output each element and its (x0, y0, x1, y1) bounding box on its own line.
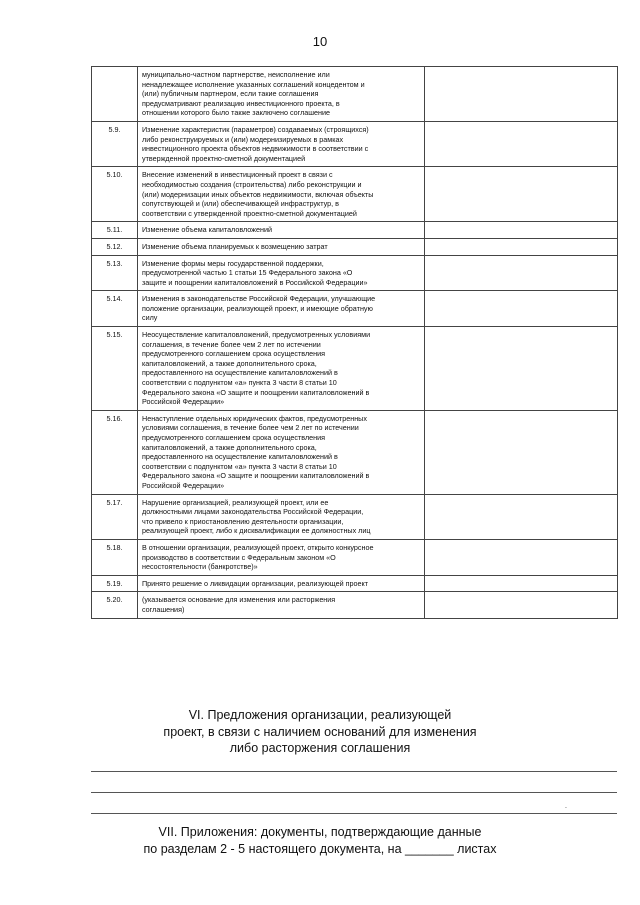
section-vii-line: по разделам 2 - 5 настоящего документа, на _______ листах (143, 841, 497, 856)
table-row (92, 327, 618, 411)
table-row (92, 167, 618, 222)
table-row (92, 592, 618, 618)
table-row (92, 67, 618, 122)
table-row (92, 575, 618, 592)
description-line: Нарушение организацией, реализующей проект, или ее (142, 497, 329, 507)
row-value-cell (425, 410, 618, 494)
row-value-cell (425, 575, 618, 592)
section-vi-line: проект, в связи с наличием оснований для изменения (163, 724, 477, 739)
blank-fill-line (91, 771, 617, 772)
row-description (138, 410, 425, 494)
table-row (92, 410, 618, 494)
section-vi-line: VI. Предложения организации, реализующей (188, 708, 452, 722)
row-number (92, 67, 138, 122)
row-value-cell (425, 222, 618, 239)
description-line: капиталовложений, а также дополнительного срока, (142, 442, 317, 452)
table-row (92, 255, 618, 291)
grounds-table (91, 66, 618, 619)
description-line: муниципально-частном партнерстве, неисполнение или (142, 70, 330, 79)
row-description (138, 291, 425, 327)
row-description (138, 121, 425, 166)
description-line: Изменение объема планируемых к возмещению затрат (142, 241, 328, 251)
row-number: 5.16. (92, 410, 138, 494)
description-line: сопутствующей и (или) обеспечивающей инфраструктур, в (142, 199, 339, 209)
description-line: либо реконструируемых и (или) модернизируемых в рамках (142, 134, 344, 144)
description-line: Изменение формы меры государственной поддержки, (142, 258, 324, 268)
page-number: 10 (312, 34, 328, 49)
dot-mark: . (565, 803, 567, 810)
row-number: 5.19. (92, 575, 138, 592)
description-line: утвержденной проектно-сметной документацией (142, 153, 306, 163)
row-number: 5.13. (92, 255, 138, 291)
description-line: В отношении организации, реализующей проект, открыто конкурсное (142, 542, 374, 552)
row-description (138, 167, 425, 222)
description-line: положение организации, реализующей проект, и имеющие обратную (142, 303, 373, 313)
description-line: предусматривают реализацию инвестиционного проекта, в (142, 98, 340, 108)
table-row (92, 238, 618, 255)
blank-fill-line (91, 813, 617, 814)
row-value-cell (425, 291, 618, 327)
section-vi-line: либо расторжения соглашения (229, 741, 411, 755)
description-line: несостоятельности (банкротстве)» (142, 562, 258, 572)
description-line: Изменение объема капиталовложений (142, 225, 272, 235)
row-description (138, 494, 425, 539)
table-row (92, 222, 618, 239)
description-line: Федерального закона «О защите и поощрении капиталовложений в (142, 387, 370, 397)
description-line: капиталовложений, а также дополнительного срока, (142, 358, 317, 368)
description-line: предоставленного на осуществление капиталовложений в (142, 368, 338, 378)
row-value-cell (425, 327, 618, 411)
row-description (138, 575, 425, 592)
description-line: производство в соответствии с Федеральным законом «О (142, 552, 336, 562)
row-number: 5.11. (92, 222, 138, 239)
description-line: Российской Федерации» (142, 480, 225, 490)
table-row (92, 291, 618, 327)
description-line: силу (142, 313, 158, 323)
description-line: ненадлежащее исполнение указанных соглашений концедентом и (142, 79, 365, 89)
description-line: Внесение изменений в инвестиционный проект в связи с (142, 170, 333, 180)
description-line: Российской Федерации» (142, 397, 225, 407)
row-value-cell (425, 167, 618, 222)
table-body (92, 67, 618, 619)
row-value-cell (425, 67, 618, 122)
row-value-cell (425, 238, 618, 255)
description-line: Неосуществление капиталовложений, предусмотренных условиями (142, 330, 371, 340)
description-line: (указывается основание для изменения или расторжения (142, 595, 336, 605)
row-number: 5.14. (92, 291, 138, 327)
row-description (138, 238, 425, 255)
row-number: 5.9. (92, 121, 138, 166)
description-line: Изменение характеристик (параметров) создаваемых (строящихся) (142, 124, 369, 134)
description-line: Федерального закона «О защите и поощрении капиталовложений в (142, 471, 370, 481)
description-line: соответствии с подпунктом «а» пункта 3 части 8 статьи 10 (142, 378, 337, 388)
description-line: соглашения) (142, 604, 185, 614)
row-number: 5.17. (92, 494, 138, 539)
row-description (138, 222, 425, 239)
row-number: 5.10. (92, 167, 138, 222)
description-line: Принято решение о ликвидации организации, реализующей проект (142, 578, 369, 588)
description-line: соглашения, в течение более чем 2 лет по истечении (142, 339, 321, 349)
row-description (138, 592, 425, 618)
description-line: предоставленного на осуществление капиталовложений в (142, 452, 338, 462)
row-value-cell (425, 121, 618, 166)
section-vii-heading (0, 824, 640, 857)
description-line: соответствии с подпунктом «а» пункта 3 части 8 статьи 10 (142, 461, 337, 471)
description-line: что привело к приостановлению деятельности организации, (142, 516, 344, 526)
description-line: отношении которого было также заключено соглашение (142, 108, 331, 118)
description-line: должностными лицами законодательства Российской Федерации, (142, 507, 364, 517)
table-row (92, 539, 618, 575)
row-value-cell (425, 255, 618, 291)
row-number: 5.15. (92, 327, 138, 411)
row-description (138, 539, 425, 575)
blank-fill-line (91, 792, 617, 793)
description-line: (или) публичным партнером, если такие соглашения (142, 89, 319, 99)
section-vi-heading (0, 707, 640, 757)
table-row (92, 121, 618, 166)
row-value-cell (425, 494, 618, 539)
row-number: 5.18. (92, 539, 138, 575)
description-line: необходимостью создания (строительства) либо реконструкции и (142, 179, 362, 189)
description-line: защите и поощрении капиталовложений в Российской Федерации» (142, 277, 368, 287)
row-number: 5.20. (92, 592, 138, 618)
row-value-cell (425, 539, 618, 575)
row-value-cell (425, 592, 618, 618)
description-line: предусмотренной частью 1 статьи 15 Федерального закона «О (142, 268, 353, 278)
description-line: реализующей проект, либо к дисквалификации ее должностных лиц (142, 526, 371, 536)
description-line: инвестиционного проекта объектов недвижимости в соответствии с (142, 144, 369, 154)
row-description (138, 327, 425, 411)
section-vii-line: VII. Приложения: документы, подтверждающие данные (158, 825, 482, 839)
description-line: условиями соглашения, в течение более чем 2 лет по истечении (142, 423, 359, 433)
description-line: соответствии с утвержденной проектно-сметной документацией (142, 208, 357, 218)
description-line: (или) модернизации иных объектов недвижимости, включая объекты (142, 189, 374, 199)
row-description (138, 67, 425, 122)
row-number: 5.12. (92, 238, 138, 255)
description-line: предусмотренного соглашением срока осуществления (142, 433, 326, 442)
description-line: Изменения в законодательстве Российской Федерации, улучшающие (142, 294, 376, 304)
description-line: предусмотренного соглашением срока осуществления (142, 349, 326, 359)
table-row (92, 494, 618, 539)
row-description (138, 255, 425, 291)
description-line: Ненаступление отдельных юридических фактов, предусмотренных (142, 413, 367, 423)
